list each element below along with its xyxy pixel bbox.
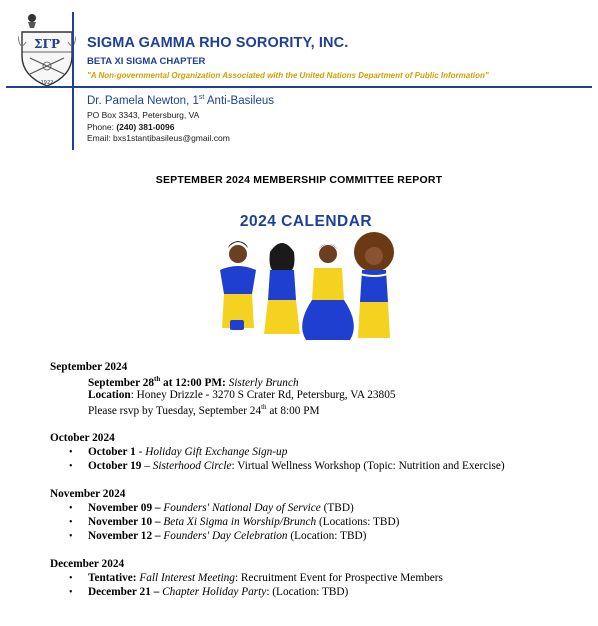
list-item: Tentative: Fall Interest Meeting: Recruitment Event for Prospective Members [88, 572, 443, 584]
list-item: October 1 - Holiday Gift Exchange Sign-up [88, 446, 288, 458]
bullet-icon: • [69, 517, 73, 528]
crest-greek-letters: ΣΓΡ [33, 37, 61, 51]
bullet-icon: • [69, 531, 73, 542]
calendar-illustration [200, 208, 412, 344]
bullet-icon: • [69, 587, 73, 598]
bullet-icon: • [69, 573, 73, 584]
letterhead-vertical-rule [72, 12, 74, 150]
officer-name: Dr. Pamela Newton, 1st Anti-Basileus [87, 94, 274, 107]
list-item: November 12 – Founders' Day Celebration (Location: TBD) [88, 530, 367, 542]
organization-tagline: "A Non-governmental Organization Associated with the United Nations Department of Public Information" [87, 71, 489, 80]
bullet-icon: • [69, 461, 73, 472]
bullet-icon: • [69, 447, 73, 458]
list-item: December 21 – Chapter Holiday Party: (Location: TBD) [88, 586, 349, 598]
bullet-icon: • [69, 503, 73, 514]
email-line[interactable]: Email: bxs1stantibasileus@gmail.com [87, 133, 230, 143]
list-item: November 09 – Founders' National Day of Service (TBD) [88, 502, 354, 514]
september-event: September 28th at 12:00 PM: Sisterly Brunch [88, 375, 299, 389]
november-heading: November 2024 [50, 488, 126, 500]
october-heading: October 2024 [50, 432, 115, 444]
december-heading: December 2024 [50, 558, 125, 570]
calendar-title: 2024 CALENDAR [239, 213, 373, 230]
letterhead-horizontal-rule [6, 86, 592, 88]
list-item: November 10 – Beta Xi Sigma in Worship/Brunch (Locations: TBD) [88, 516, 400, 528]
organization-name: SIGMA GAMMA RHO SORORITY, INC. [87, 35, 349, 51]
calendar-2024-image [200, 208, 412, 344]
sorority-crest-logo [18, 12, 76, 90]
chapter-name: BETA XI SIGMA CHAPTER [87, 56, 206, 67]
list-item: October 19 – Sisterhood Circle: Virtual Wellness Workshop (Topic: Nutrition and Exercise) [88, 460, 505, 472]
september-rsvp: Please rsvp by Tuesday, September 24th at 8:00 PM [88, 403, 320, 417]
september-location: Location: Honey Drizzle - 3270 S Crater Rd, Petersburg, VA 23805 [88, 389, 396, 401]
phone-line: Phone: (240) 381-0096 [87, 122, 175, 132]
po-box: PO Box 3343, Petersburg, VA [87, 110, 200, 120]
crest-year: 1922 [40, 80, 54, 86]
report-title: SEPTEMBER 2024 MEMBERSHIP COMMITTEE REPORT [155, 174, 443, 186]
september-heading: September 2024 [50, 361, 128, 373]
